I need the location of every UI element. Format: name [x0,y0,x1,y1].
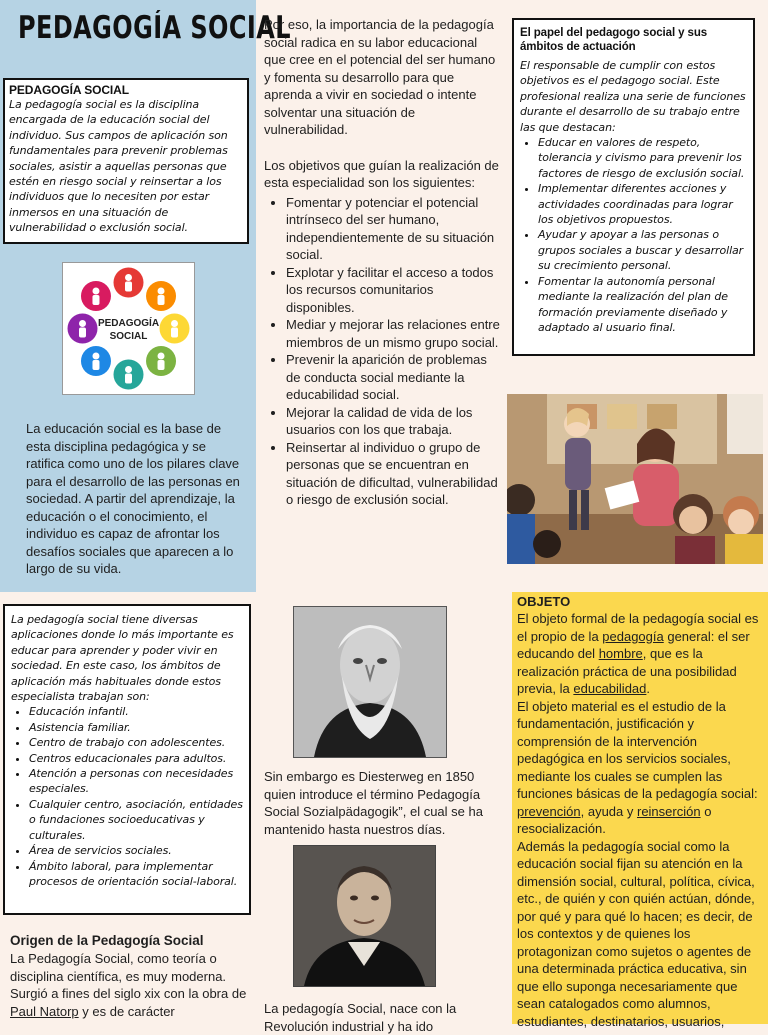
objeto-p1-text: . [646,681,651,696]
logo-person-body-icon [92,360,99,370]
logo-person-body-icon [92,295,99,305]
role-item: • Fomentar la autonomía personal mediante la realización del plan de formación previamente diseñado y adaptado al usuario final. [538,274,747,336]
logo-person-icon [158,353,165,360]
pedagogia-social-logo [62,262,195,395]
role-box [512,18,755,356]
objective-item: • Prevenir la aparición de problemas de conducta social mediante la educabilidad social. [286,351,502,404]
scope-item: • Cualquier centro, asociación, entidades o fundaciones socioeducativas y culturales. [29,797,243,843]
pedagogia-link[interactable]: pedagogía [602,628,664,644]
objective-item: • Fomentar y potenciar el potencial intrínseco del ser humano, independientemente de su situación social. [286,194,502,264]
scopes-box [3,604,251,915]
objeto-p2-text: , ayuda y [580,803,637,819]
hombre-link[interactable]: hombre [598,646,643,661]
classroom-photo [507,394,763,564]
objective-item: • Mejorar la calidad de vida de los usuarios con los que trabaja. [286,404,502,439]
objeto-p3: Además la pedagogía social como la educación social fijan su atención en la dimensión social, cultural, política, cívica, etc., de quién y con quién actúan, dónde, por qué y para qué lo hacen; es decir, de los contextos y de quienes los protagonizan como sujetos o agentes de una determinada práctica educativa, sin que ello suponga necesariamente que sean catalogados como alumnos, estudiantes, destinatarios, usuarios, [517,838,755,1029]
scope-item: • Atención a personas con necesidades especiales. [29,766,243,797]
origin-section [10,932,255,1020]
objectives-intro: Los objetivos que guían la realización de esta especialidad son los siguientes: [264,157,499,190]
role-intro: El responsable de cumplir con estos objetivos es el pedagogo social. Este profesional realiza una serie de funciones durante el desarrollo de su trabajo entre las que destacan: [520,59,746,134]
role-list [520,135,747,335]
man-portrait [293,845,436,987]
logo-person-icon [171,320,178,327]
origin-text [10,950,255,1020]
scope-item: • Centro de trabajo con adolescentes. [29,735,243,750]
logo-person-icon [92,287,99,294]
logo-graphic [63,263,194,394]
industrial-revolution-paragraph: La pedagogía Social, nace con la Revolución industrial y ha ido [264,1001,457,1034]
objeto-p2-text: o resocialización. [517,803,712,836]
objeto-p1 [517,610,763,698]
education-paragraph: La educación social es la base de esta disciplina pedagógica y se ratifica como uno de los pilares clave para el desarrollo de las personas en sociedad. A partir del aprendizaje, la educación o el conocimiento, el individuo es capaz de afrontar los desafíos sociales que aparecen a lo largo de su vida. [26,421,240,576]
objeto-p2 [517,698,763,838]
role-item: • Educar en valores de respeto, tolerancia y civismo para prevenir los factores de riesgo de exclusión social. [538,135,747,181]
paul-natorp-link[interactable]: Paul Natorp [10,1003,79,1019]
origin-heading: Origen de la Pedagogía Social [10,933,204,948]
scope-item: • Educación infantil. [29,704,243,719]
origin-text-start: La Pedagogía Social, como teoría o disciplina científica, es muy moderna. Surgió a fines del siglo xix con la obra de [10,951,247,1001]
scope-item: • Centros educacionales para adultos. [29,751,243,766]
objeto-p1-text: general: el ser educando del [517,628,750,661]
page-title: PEDAGOGÍA SOCIAL [18,10,291,46]
scope-item: • Asistencia familiar. [29,720,243,735]
objectives-list [264,194,502,509]
role-item: • Implementar diferentes acciones y actividades coordinadas para lograr los objetivos propuestos. [538,181,747,227]
objective-item: • Reinsertar al individuo o grupo de personas que se encuentran en situación de dificultad, vulnerabilidad o riesgo de exclusión social. [286,439,502,509]
bearded-man-portrait [293,606,447,758]
objeto-p1-text: , que es la realización práctica de una posibilidad previa, la [517,646,737,696]
definition-box [3,78,249,244]
importance-paragraph: Por eso, la importancia de la pedagogía social radica en su labor educacional que cree en el potencial del ser humano y fomenta su desarrollo para que aprenda a vivir en sociedad o intente solventar una situación de vulnerabilidad. [264,17,496,137]
educabilidad-link[interactable]: educabilidad [573,681,647,696]
definition-heading: PEDAGOGÍA SOCIAL [9,83,129,97]
scopes-intro: La pedagogía social tiene diversas aplicaciones donde lo más importante es educar para aprender y poder vivir en sociedad. En este caso, los ámbitos de aplicación más habituales donde estos especialista trabajan son: [11,613,234,704]
scope-item: • Ámbito laboral, para implementar procesos de orientación social-laboral. [29,859,243,890]
logo-person-body-icon [125,282,132,292]
logo-person-body-icon [158,295,165,305]
logo-label-line2: SOCIAL [109,331,148,342]
logo-person-icon [125,274,132,281]
classroom-photo-graphic [507,394,763,564]
portrait1-graphic [294,607,446,757]
logo-person-icon [125,366,132,373]
logo-person-body-icon [158,360,165,370]
logo-label-line1: PEDAGOGÍA [97,318,160,329]
objective-item: • Explotar y facilitar el acceso a todos los recursos comunitarios disponibles. [286,264,502,317]
objeto-p1-text: El objeto formal de la pedagogía social es el propio de la [517,611,759,644]
scope-item: • Área de servicios sociales. [29,843,243,858]
role-item: • Ayudar y apoyar a las personas o grupos sociales a buscar y desarrollar su crecimiento personal. [538,227,747,273]
logo-person-body-icon [79,328,86,338]
logo-person-icon [92,353,99,360]
role-heading: El papel del pedagogo social y sus ámbitos de actuación [520,27,708,53]
logo-person-icon [158,287,165,294]
reinsercion-link[interactable]: reinserción [636,803,701,819]
importance-section [264,16,502,509]
logo-person-body-icon [125,374,132,384]
objective-item: • Mediar y mejorar las relaciones entre miembros de un mismo grupo social. [286,316,502,351]
objeto-p2-text: El objeto material es el estudio de la fundamentación, justificación y comprensión de la intervención pedagógica en los servicios sociales, mediante los cuales se cumplen las funciones básicas de la pedagogía social: [517,698,758,801]
prevencion-link[interactable]: prevención [517,803,581,819]
scopes-list [11,704,243,889]
definition-text: La pedagogía social es la disciplina encargada de la educación social del individuo. Sus campos de aplicación son fundamentales para prevenir problemas sociales, asistir a aquellas personas que estén en riesgo social y reinsertar a los individuos que lo necesiten por estar inmersos en una situación de vulnerabilidad o exclusión social. [9,98,228,235]
logo-person-body-icon [171,328,178,338]
portrait2-graphic [294,846,435,986]
origin-text-end: y es de carácter [78,1003,175,1019]
objeto-section [517,594,763,1030]
objeto-heading: OBJETO [517,594,571,609]
logo-person-icon [79,320,86,327]
diesterweg-paragraph: Sin embargo es Diesterweg en 1850 quien introduce el término Pedagogía Social Sozialpädagogik”, el cual se ha mantenido hasta nuestros días. [264,769,483,837]
